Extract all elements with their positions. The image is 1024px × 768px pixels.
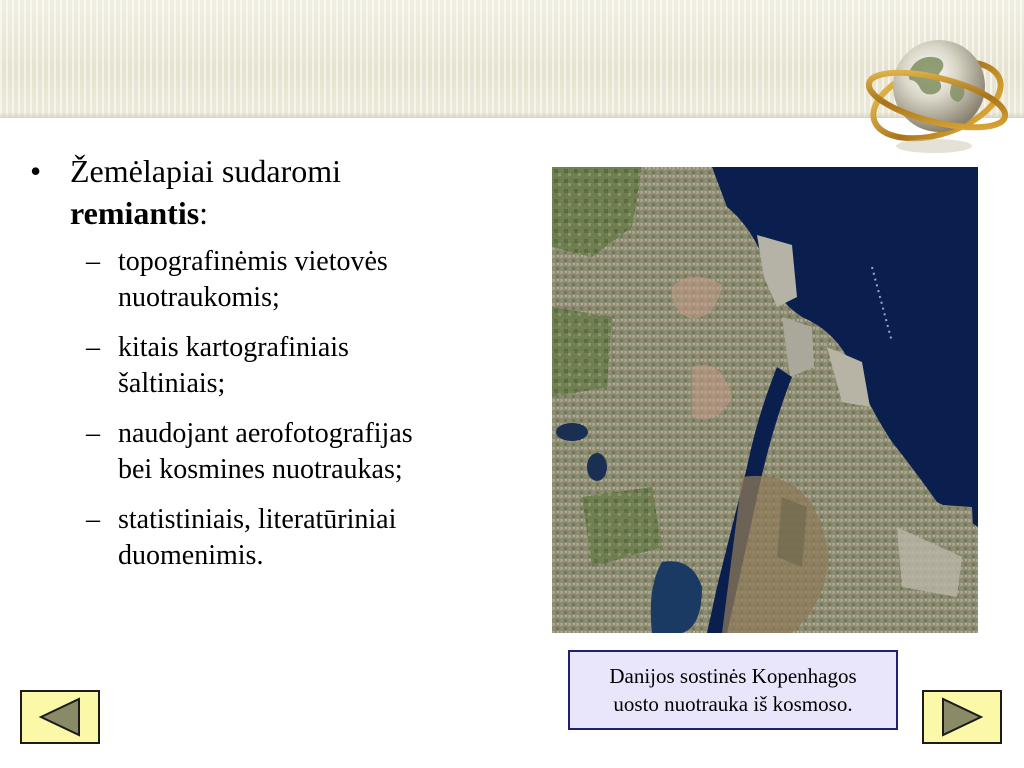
sub-item-line1: naudojant aerofotografijas <box>118 418 413 449</box>
main-bullet <box>30 150 530 234</box>
list-item <box>86 416 530 488</box>
dash-icon: – <box>86 504 100 535</box>
bullet-text-suffix: : <box>199 195 209 231</box>
satellite-map-image <box>552 167 978 633</box>
bullet-text-bold: remiantis <box>70 195 200 231</box>
triangle-right-icon <box>939 697 985 737</box>
bullet-text-normal: Žemėlapiai sudaromi <box>70 153 342 189</box>
sub-item-line2: nuotraukomis; <box>118 282 280 313</box>
list-item <box>86 330 530 402</box>
sub-item-line2: duomenimis. <box>118 540 264 571</box>
bullet-dot: • <box>30 153 42 189</box>
main-bullet-text <box>70 150 341 234</box>
sub-item-line1: statistiniais, literatūriniai <box>118 504 397 535</box>
triangle-left-icon <box>37 697 83 737</box>
sub-item-line1: kitais kartografiniais <box>118 332 349 363</box>
sub-item-line2: bei kosmines nuotraukas; <box>118 454 403 485</box>
bullet-content <box>30 150 530 588</box>
previous-slide-button[interactable] <box>20 690 100 744</box>
list-item <box>86 502 530 574</box>
dash-icon: – <box>86 246 100 277</box>
dash-icon: – <box>86 418 100 449</box>
sub-item-line1: topografinėmis vietovės <box>118 246 388 277</box>
list-item <box>86 244 530 316</box>
globe-logo-icon <box>862 28 1012 163</box>
caption-line2: uosto nuotrauka iš kosmoso. <box>613 692 853 716</box>
sub-item-line2: šaltiniais; <box>118 368 226 399</box>
next-slide-button[interactable] <box>922 690 1002 744</box>
image-caption <box>568 650 898 730</box>
sub-bullet-list <box>86 244 530 574</box>
dash-icon: – <box>86 332 100 363</box>
caption-line1: Danijos sostinės Kopenhagos <box>609 664 857 688</box>
